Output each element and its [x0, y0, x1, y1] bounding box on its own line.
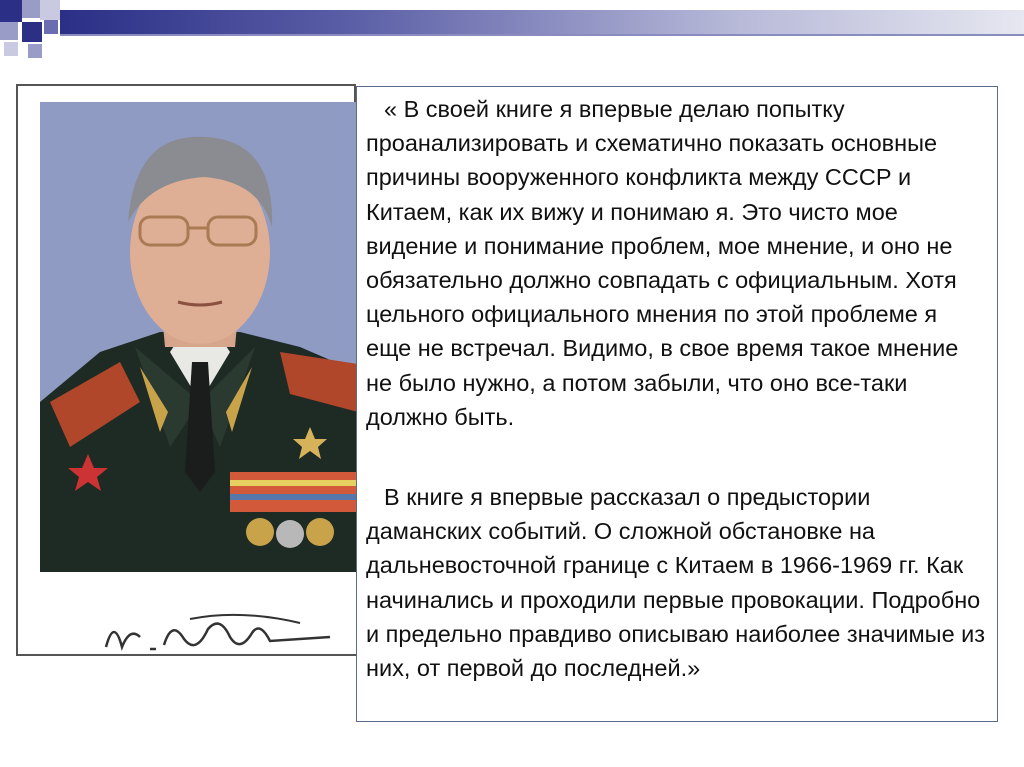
decor-square: [4, 42, 18, 56]
header-bar: [60, 10, 1024, 34]
quote-paragraph-1: « В своей книге я впервые делаю попытку проанализировать и схематично показать основные причины вооруженного конфликта между СССР и Китаем, как их вижу и понимаю я. Это чисто мое видение и понимание проблем, мое мнение, и оно не обязательно должно совпадать с официальным. Хотя цельного официального мнения по этой проблеме я еще не встречал. Видимо, в свое время такое мнение не было нужно, а потом забыли, что оно все-таки должно быть.: [366, 96, 959, 430]
quote-paragraph-2: В книге я впервые рассказал о предыстории даманских событий. О сложной обстановке на дальневосточной границе с Китаем в 1966-1969 гг. Как начинались и проходили первые провокации. Подробно и предельно правдиво описываю наиболее значимые из них, от первой до последней.»: [366, 484, 986, 682]
decor-square: [22, 22, 42, 42]
decor-square: [0, 22, 18, 40]
header-rule: [60, 34, 1024, 36]
portrait-illustration: [40, 102, 358, 654]
decor-square: [22, 0, 40, 18]
decor-square: [40, 0, 60, 20]
portrait-photo: [40, 102, 358, 654]
portrait-frame: [16, 84, 356, 656]
signature-image: [100, 607, 340, 654]
decor-square: [44, 20, 58, 34]
decor-square: [28, 44, 42, 58]
decor-square: [0, 0, 22, 22]
